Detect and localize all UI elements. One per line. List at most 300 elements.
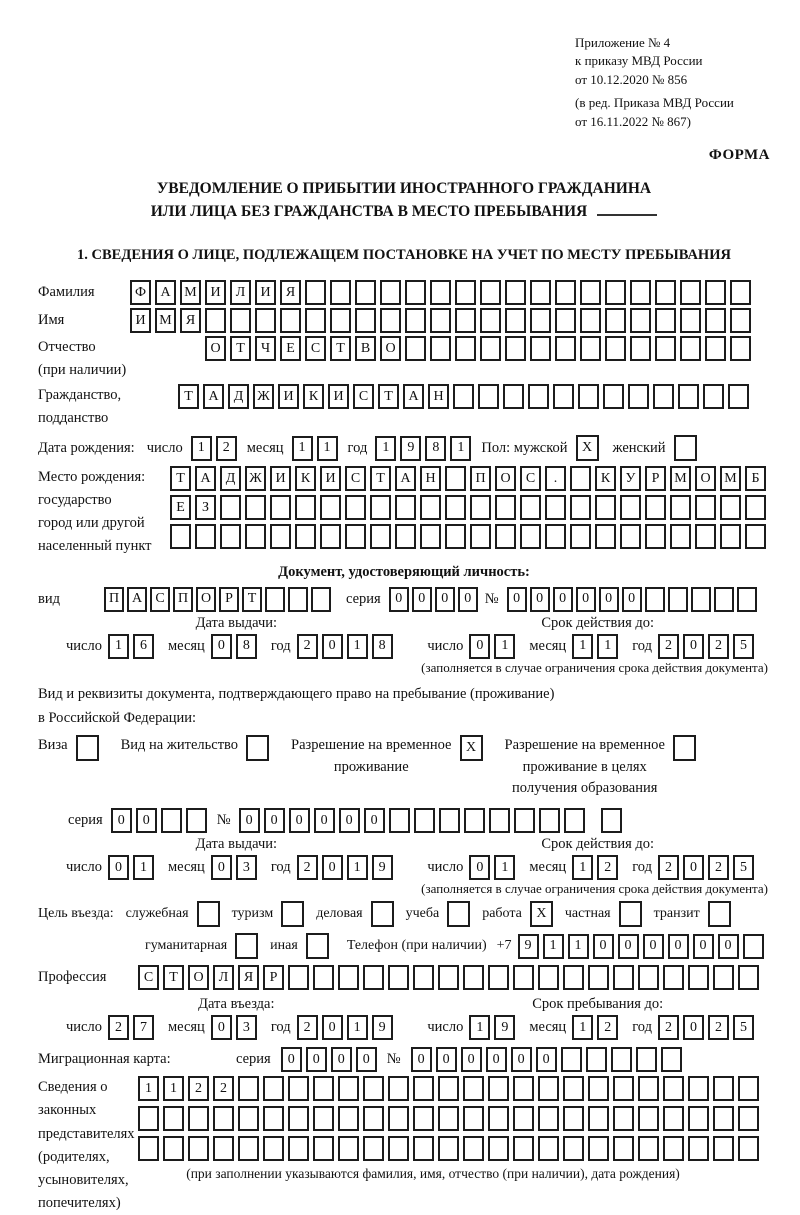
- visa-checkbox[interactable]: [76, 735, 99, 761]
- char-cell[interactable]: [453, 384, 474, 409]
- char-cell[interactable]: [663, 1136, 684, 1161]
- char-cell[interactable]: 0: [436, 1047, 457, 1072]
- char-cell[interactable]: 0: [683, 634, 704, 659]
- char-cell[interactable]: 0: [364, 808, 385, 833]
- char-cell[interactable]: [388, 1106, 409, 1131]
- char-cell[interactable]: Т: [370, 466, 391, 491]
- char-cell[interactable]: С: [305, 336, 326, 361]
- char-cell[interactable]: 2: [708, 1015, 729, 1040]
- char-cell[interactable]: [513, 965, 534, 990]
- char-cell[interactable]: Т: [378, 384, 399, 409]
- char-cell[interactable]: [345, 495, 366, 520]
- char-cell[interactable]: [628, 384, 649, 409]
- char-cell[interactable]: У: [620, 466, 641, 491]
- char-cell[interactable]: [530, 336, 551, 361]
- char-cell[interactable]: Л: [230, 280, 251, 305]
- char-cell[interactable]: 0: [469, 855, 490, 880]
- char-cell[interactable]: [728, 384, 749, 409]
- char-cell[interactable]: 0: [643, 934, 664, 959]
- char-cell[interactable]: Ч: [255, 336, 276, 361]
- char-cell[interactable]: [743, 934, 764, 959]
- char-cell[interactable]: [645, 495, 666, 520]
- char-cell[interactable]: 0: [281, 1047, 302, 1072]
- char-cell[interactable]: [638, 1136, 659, 1161]
- char-cell[interactable]: 0: [322, 634, 343, 659]
- char-cell[interactable]: [311, 587, 331, 612]
- char-cell[interactable]: [670, 524, 691, 549]
- char-cell[interactable]: [703, 384, 724, 409]
- char-cell[interactable]: 0: [553, 587, 573, 612]
- char-cell[interactable]: И: [130, 308, 151, 333]
- char-cell[interactable]: [320, 495, 341, 520]
- purpose-official-checkbox[interactable]: [197, 901, 220, 927]
- char-cell[interactable]: [405, 280, 426, 305]
- char-cell[interactable]: [705, 280, 726, 305]
- char-cell[interactable]: 0: [314, 808, 335, 833]
- char-cell[interactable]: О: [380, 336, 401, 361]
- char-cell[interactable]: [389, 808, 410, 833]
- char-cell[interactable]: [355, 308, 376, 333]
- char-cell[interactable]: [588, 965, 609, 990]
- char-cell[interactable]: 2: [216, 436, 237, 461]
- char-cell[interactable]: А: [195, 466, 216, 491]
- char-cell[interactable]: [413, 965, 434, 990]
- char-cell[interactable]: С: [345, 466, 366, 491]
- char-cell[interactable]: [188, 1136, 209, 1161]
- char-cell[interactable]: [620, 524, 641, 549]
- char-cell[interactable]: С: [520, 466, 541, 491]
- char-cell[interactable]: [563, 965, 584, 990]
- char-cell[interactable]: 1: [347, 634, 368, 659]
- char-cell[interactable]: 9: [372, 1015, 393, 1040]
- char-cell[interactable]: [238, 1106, 259, 1131]
- char-cell[interactable]: 0: [469, 634, 490, 659]
- char-cell[interactable]: Т: [163, 965, 184, 990]
- char-cell[interactable]: [745, 524, 766, 549]
- char-cell[interactable]: 8: [372, 634, 393, 659]
- char-cell[interactable]: [413, 1106, 434, 1131]
- char-cell[interactable]: И: [270, 466, 291, 491]
- char-cell[interactable]: [520, 495, 541, 520]
- char-cell[interactable]: 0: [289, 808, 310, 833]
- char-cell[interactable]: [438, 965, 459, 990]
- char-cell[interactable]: 0: [599, 587, 619, 612]
- char-cell[interactable]: [463, 1106, 484, 1131]
- char-cell[interactable]: 2: [597, 1015, 618, 1040]
- char-cell[interactable]: [613, 965, 634, 990]
- char-cell[interactable]: 0: [530, 587, 550, 612]
- char-cell[interactable]: [680, 308, 701, 333]
- char-cell[interactable]: [638, 1106, 659, 1131]
- char-cell[interactable]: 7: [133, 1015, 154, 1040]
- char-cell[interactable]: И: [255, 280, 276, 305]
- char-cell[interactable]: О: [205, 336, 226, 361]
- char-cell[interactable]: К: [303, 384, 324, 409]
- char-cell[interactable]: 3: [236, 1015, 257, 1040]
- purpose-transit-checkbox[interactable]: [708, 901, 731, 927]
- char-cell[interactable]: [220, 495, 241, 520]
- char-cell[interactable]: [580, 308, 601, 333]
- char-cell[interactable]: [695, 524, 716, 549]
- char-cell[interactable]: [438, 1136, 459, 1161]
- char-cell[interactable]: [580, 280, 601, 305]
- char-cell[interactable]: [713, 1136, 734, 1161]
- char-cell[interactable]: [455, 336, 476, 361]
- char-cell[interactable]: [414, 808, 435, 833]
- char-cell[interactable]: Н: [428, 384, 449, 409]
- char-cell[interactable]: [338, 1076, 359, 1101]
- char-cell[interactable]: 8: [425, 436, 446, 461]
- char-cell[interactable]: [578, 384, 599, 409]
- char-cell[interactable]: .: [545, 466, 566, 491]
- char-cell[interactable]: М: [155, 308, 176, 333]
- char-cell[interactable]: [630, 280, 651, 305]
- char-cell[interactable]: [420, 524, 441, 549]
- char-cell[interactable]: [520, 524, 541, 549]
- char-cell[interactable]: [695, 495, 716, 520]
- char-cell[interactable]: [563, 1076, 584, 1101]
- char-cell[interactable]: [603, 384, 624, 409]
- char-cell[interactable]: 2: [213, 1076, 234, 1101]
- char-cell[interactable]: 1: [572, 855, 593, 880]
- char-cell[interactable]: 1: [572, 634, 593, 659]
- char-cell[interactable]: [611, 1047, 632, 1072]
- char-cell[interactable]: 1: [347, 855, 368, 880]
- char-cell[interactable]: [295, 495, 316, 520]
- purpose-other-checkbox[interactable]: [306, 933, 329, 959]
- char-cell[interactable]: В: [355, 336, 376, 361]
- char-cell[interactable]: [513, 1106, 534, 1131]
- char-cell[interactable]: [538, 1076, 559, 1101]
- char-cell[interactable]: И: [320, 466, 341, 491]
- char-cell[interactable]: [564, 808, 585, 833]
- char-cell[interactable]: 2: [708, 634, 729, 659]
- char-cell[interactable]: [161, 808, 182, 833]
- char-cell[interactable]: Т: [242, 587, 262, 612]
- char-cell[interactable]: [265, 587, 285, 612]
- char-cell[interactable]: [495, 524, 516, 549]
- char-cell[interactable]: П: [173, 587, 193, 612]
- char-cell[interactable]: [395, 524, 416, 549]
- char-cell[interactable]: 1: [469, 1015, 490, 1040]
- char-cell[interactable]: 0: [389, 587, 409, 612]
- char-cell[interactable]: [288, 1136, 309, 1161]
- char-cell[interactable]: [738, 965, 759, 990]
- char-cell[interactable]: [405, 336, 426, 361]
- char-cell[interactable]: [213, 1106, 234, 1131]
- char-cell[interactable]: [463, 1136, 484, 1161]
- char-cell[interactable]: [503, 384, 524, 409]
- char-cell[interactable]: И: [328, 384, 349, 409]
- char-cell[interactable]: 1: [108, 634, 129, 659]
- char-cell[interactable]: 1: [450, 436, 471, 461]
- char-cell[interactable]: Е: [170, 495, 191, 520]
- char-cell[interactable]: Р: [219, 587, 239, 612]
- char-cell[interactable]: М: [180, 280, 201, 305]
- residence-permit-checkbox[interactable]: [246, 735, 269, 761]
- char-cell[interactable]: [263, 1106, 284, 1131]
- char-cell[interactable]: [245, 495, 266, 520]
- char-cell[interactable]: [720, 495, 741, 520]
- char-cell[interactable]: С: [150, 587, 170, 612]
- char-cell[interactable]: 3: [236, 855, 257, 880]
- char-cell[interactable]: [413, 1076, 434, 1101]
- char-cell[interactable]: [195, 524, 216, 549]
- char-cell[interactable]: [613, 1106, 634, 1131]
- char-cell[interactable]: 9: [400, 436, 421, 461]
- char-cell[interactable]: [680, 336, 701, 361]
- char-cell[interactable]: 2: [297, 855, 318, 880]
- char-cell[interactable]: 0: [622, 587, 642, 612]
- char-cell[interactable]: [463, 965, 484, 990]
- char-cell[interactable]: [720, 524, 741, 549]
- char-cell[interactable]: [638, 965, 659, 990]
- char-cell[interactable]: 2: [597, 855, 618, 880]
- temp-residence-checkbox[interactable]: X: [460, 735, 483, 761]
- char-cell[interactable]: [188, 1106, 209, 1131]
- char-cell[interactable]: [330, 280, 351, 305]
- char-cell[interactable]: И: [205, 280, 226, 305]
- char-cell[interactable]: 1: [597, 634, 618, 659]
- char-cell[interactable]: [613, 1076, 634, 1101]
- char-cell[interactable]: 0: [412, 587, 432, 612]
- char-cell[interactable]: [705, 308, 726, 333]
- char-cell[interactable]: [563, 1106, 584, 1131]
- char-cell[interactable]: [588, 1076, 609, 1101]
- char-cell[interactable]: [655, 280, 676, 305]
- char-cell[interactable]: [338, 1106, 359, 1131]
- char-cell[interactable]: [280, 308, 301, 333]
- char-cell[interactable]: [530, 308, 551, 333]
- char-cell[interactable]: [713, 965, 734, 990]
- char-cell[interactable]: [605, 308, 626, 333]
- char-cell[interactable]: [505, 308, 526, 333]
- char-cell[interactable]: Я: [238, 965, 259, 990]
- char-cell[interactable]: 9: [494, 1015, 515, 1040]
- char-cell[interactable]: [663, 1106, 684, 1131]
- char-cell[interactable]: [270, 495, 291, 520]
- char-cell[interactable]: П: [104, 587, 124, 612]
- char-cell[interactable]: [630, 308, 651, 333]
- char-cell[interactable]: [545, 495, 566, 520]
- char-cell[interactable]: [263, 1136, 284, 1161]
- char-cell[interactable]: [505, 336, 526, 361]
- char-cell[interactable]: [470, 495, 491, 520]
- char-cell[interactable]: [513, 1136, 534, 1161]
- char-cell[interactable]: 1: [138, 1076, 159, 1101]
- char-cell[interactable]: 9: [518, 934, 539, 959]
- char-cell[interactable]: Ж: [245, 466, 266, 491]
- char-cell[interactable]: 0: [411, 1047, 432, 1072]
- char-cell[interactable]: [313, 1106, 334, 1131]
- char-cell[interactable]: [480, 308, 501, 333]
- char-cell[interactable]: [670, 495, 691, 520]
- char-cell[interactable]: 1: [568, 934, 589, 959]
- char-cell[interactable]: 0: [461, 1047, 482, 1072]
- char-cell[interactable]: 0: [211, 855, 232, 880]
- char-cell[interactable]: [395, 495, 416, 520]
- char-cell[interactable]: [555, 280, 576, 305]
- char-cell[interactable]: Ж: [253, 384, 274, 409]
- char-cell[interactable]: [555, 308, 576, 333]
- char-cell[interactable]: А: [203, 384, 224, 409]
- char-cell[interactable]: 0: [211, 634, 232, 659]
- char-cell[interactable]: [570, 495, 591, 520]
- char-cell[interactable]: [438, 1076, 459, 1101]
- char-cell[interactable]: 0: [331, 1047, 352, 1072]
- char-cell[interactable]: [713, 1106, 734, 1131]
- char-cell[interactable]: [230, 308, 251, 333]
- char-cell[interactable]: [388, 1076, 409, 1101]
- char-cell[interactable]: [455, 308, 476, 333]
- char-cell[interactable]: [601, 808, 622, 833]
- char-cell[interactable]: А: [403, 384, 424, 409]
- char-cell[interactable]: [555, 336, 576, 361]
- char-cell[interactable]: 1: [292, 436, 313, 461]
- char-cell[interactable]: [163, 1106, 184, 1131]
- char-cell[interactable]: П: [470, 466, 491, 491]
- char-cell[interactable]: [488, 1076, 509, 1101]
- char-cell[interactable]: 2: [188, 1076, 209, 1101]
- char-cell[interactable]: [663, 965, 684, 990]
- char-cell[interactable]: 5: [733, 855, 754, 880]
- char-cell[interactable]: [363, 1076, 384, 1101]
- char-cell[interactable]: 2: [658, 1015, 679, 1040]
- char-cell[interactable]: [495, 495, 516, 520]
- char-cell[interactable]: [586, 1047, 607, 1072]
- char-cell[interactable]: [714, 587, 734, 612]
- char-cell[interactable]: [438, 1106, 459, 1131]
- char-cell[interactable]: 1: [191, 436, 212, 461]
- char-cell[interactable]: [655, 308, 676, 333]
- char-cell[interactable]: 0: [322, 855, 343, 880]
- char-cell[interactable]: [388, 965, 409, 990]
- purpose-work-checkbox[interactable]: X: [530, 901, 553, 927]
- char-cell[interactable]: И: [278, 384, 299, 409]
- char-cell[interactable]: [445, 524, 466, 549]
- char-cell[interactable]: [255, 308, 276, 333]
- char-cell[interactable]: [338, 1136, 359, 1161]
- char-cell[interactable]: 1: [375, 436, 396, 461]
- char-cell[interactable]: [513, 1076, 534, 1101]
- char-cell[interactable]: [553, 384, 574, 409]
- char-cell[interactable]: 0: [136, 808, 157, 833]
- char-cell[interactable]: Я: [180, 308, 201, 333]
- char-cell[interactable]: 2: [658, 855, 679, 880]
- char-cell[interactable]: [288, 587, 308, 612]
- char-cell[interactable]: [737, 587, 757, 612]
- char-cell[interactable]: [313, 1136, 334, 1161]
- char-cell[interactable]: [745, 495, 766, 520]
- char-cell[interactable]: З: [195, 495, 216, 520]
- purpose-study-checkbox[interactable]: [447, 901, 470, 927]
- char-cell[interactable]: [138, 1106, 159, 1131]
- char-cell[interactable]: [295, 524, 316, 549]
- char-cell[interactable]: [505, 280, 526, 305]
- char-cell[interactable]: Н: [420, 466, 441, 491]
- temp-residence-education-checkbox[interactable]: [673, 735, 696, 761]
- char-cell[interactable]: [636, 1047, 657, 1072]
- char-cell[interactable]: [605, 280, 626, 305]
- char-cell[interactable]: 1: [317, 436, 338, 461]
- char-cell[interactable]: Р: [263, 965, 284, 990]
- char-cell[interactable]: [691, 587, 711, 612]
- char-cell[interactable]: Б: [745, 466, 766, 491]
- char-cell[interactable]: [355, 280, 376, 305]
- char-cell[interactable]: [464, 808, 485, 833]
- char-cell[interactable]: [613, 1136, 634, 1161]
- char-cell[interactable]: [363, 1136, 384, 1161]
- char-cell[interactable]: [730, 308, 751, 333]
- char-cell[interactable]: 2: [108, 1015, 129, 1040]
- char-cell[interactable]: [313, 1076, 334, 1101]
- char-cell[interactable]: А: [395, 466, 416, 491]
- char-cell[interactable]: [738, 1136, 759, 1161]
- char-cell[interactable]: 0: [435, 587, 455, 612]
- char-cell[interactable]: 5: [733, 634, 754, 659]
- char-cell[interactable]: [238, 1076, 259, 1101]
- char-cell[interactable]: [539, 808, 560, 833]
- char-cell[interactable]: [570, 466, 591, 491]
- char-cell[interactable]: [470, 524, 491, 549]
- char-cell[interactable]: [220, 524, 241, 549]
- char-cell[interactable]: Р: [645, 466, 666, 491]
- char-cell[interactable]: А: [155, 280, 176, 305]
- char-cell[interactable]: Т: [230, 336, 251, 361]
- char-cell[interactable]: Д: [220, 466, 241, 491]
- char-cell[interactable]: [514, 808, 535, 833]
- char-cell[interactable]: 0: [618, 934, 639, 959]
- char-cell[interactable]: К: [595, 466, 616, 491]
- char-cell[interactable]: 0: [111, 808, 132, 833]
- char-cell[interactable]: [478, 384, 499, 409]
- char-cell[interactable]: С: [353, 384, 374, 409]
- char-cell[interactable]: [730, 336, 751, 361]
- char-cell[interactable]: 2: [297, 1015, 318, 1040]
- char-cell[interactable]: [538, 1106, 559, 1131]
- char-cell[interactable]: [580, 336, 601, 361]
- char-cell[interactable]: [738, 1106, 759, 1131]
- char-cell[interactable]: [420, 495, 441, 520]
- char-cell[interactable]: 1: [494, 855, 515, 880]
- char-cell[interactable]: О: [196, 587, 216, 612]
- char-cell[interactable]: [330, 308, 351, 333]
- char-cell[interactable]: 2: [708, 855, 729, 880]
- char-cell[interactable]: Л: [213, 965, 234, 990]
- char-cell[interactable]: [455, 280, 476, 305]
- char-cell[interactable]: [645, 587, 665, 612]
- char-cell[interactable]: [688, 965, 709, 990]
- char-cell[interactable]: [668, 587, 688, 612]
- char-cell[interactable]: [186, 808, 207, 833]
- purpose-tourism-checkbox[interactable]: [281, 901, 304, 927]
- char-cell[interactable]: [561, 1047, 582, 1072]
- char-cell[interactable]: [605, 336, 626, 361]
- char-cell[interactable]: 0: [511, 1047, 532, 1072]
- char-cell[interactable]: [488, 1106, 509, 1131]
- char-cell[interactable]: 0: [322, 1015, 343, 1040]
- char-cell[interactable]: [380, 280, 401, 305]
- char-cell[interactable]: [528, 384, 549, 409]
- char-cell[interactable]: 2: [297, 634, 318, 659]
- char-cell[interactable]: [638, 1076, 659, 1101]
- char-cell[interactable]: [405, 308, 426, 333]
- char-cell[interactable]: 1: [163, 1076, 184, 1101]
- char-cell[interactable]: 0: [576, 587, 596, 612]
- purpose-humanitarian-checkbox[interactable]: [235, 933, 258, 959]
- char-cell[interactable]: [380, 308, 401, 333]
- char-cell[interactable]: [738, 1076, 759, 1101]
